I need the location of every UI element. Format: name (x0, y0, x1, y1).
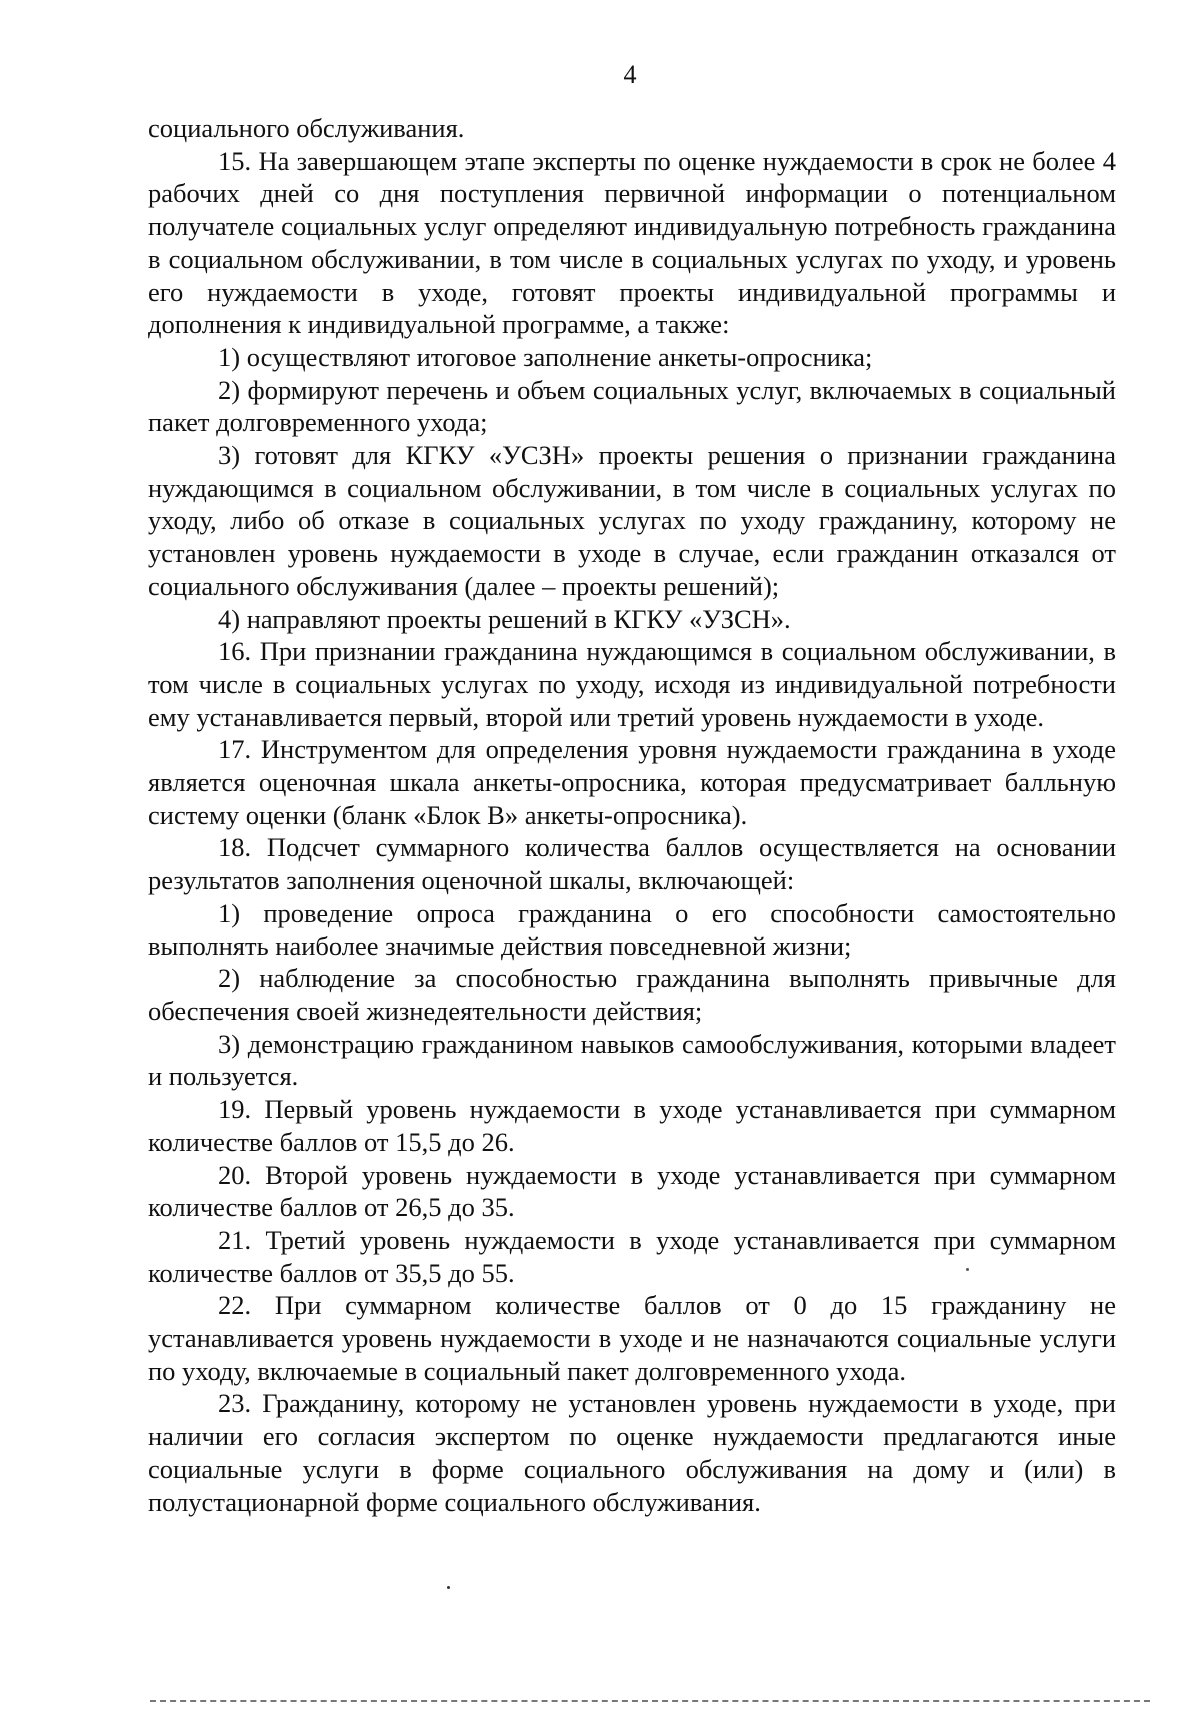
paragraph: 3) демонстрацию гражданином навыков самообслуживания, которыми владеет и пользуется. (148, 1028, 1116, 1092)
paragraph: 18. Подсчет суммарного количества баллов осуществляется на основании результатов заполнения оценочной шкалы, включающей: (148, 832, 1116, 896)
paragraph: 1) проведение опроса гражданина о его способности самостоятельно выполнять наиболее значимые действия повседневной жизни; (148, 897, 1116, 961)
page-number: 4 (623, 60, 637, 89)
paragraph: 17. Инструментом для определения уровня нуждаемости гражданина в уходе является оценочная шкала анкеты-опросника, которая предусматривает балльную систему оценки (бланк «Блок В» анкеты-опросника). (148, 734, 1116, 830)
scan-artifact (966, 1268, 969, 1271)
scan-edge-line (150, 1700, 1150, 1702)
paragraph: 21. Третий уровень нуждаемости в уходе устанавливается при суммарном количестве баллов от 35,5 до 55. (148, 1224, 1116, 1288)
paragraph: 15. На завершающем этапе эксперты по оценке нуждаемости в срок не более 4 рабочих дней со дня поступления первичной информации о потенциальном получателе социальных услуг определяют индивидуальную потребность гражданина в социальном обслуживании, в том числе в социальных услугах по уходу, и уровень его нуждаемости в уходе, готовят проекты индивидуальной программы и дополнения к индивидуальной программе, а также: (148, 145, 1116, 340)
paragraph: 20. Второй уровень нуждаемости в уходе устанавливается при суммарном количестве баллов от 26,5 до 35. (148, 1159, 1116, 1223)
paragraph: 16. При признании гражданина нуждающимся в социальном обслуживании, в том числе в социальных услугах по уходу, исходя из индивидуальной потребности ему устанавливается первый, второй или третий уровень нуждаемости в уходе. (148, 636, 1116, 732)
scan-artifact (447, 1586, 450, 1589)
paragraph: социального обслуживания. (148, 113, 465, 143)
paragraph: 2) наблюдение за способностью гражданина выполнять привычные для обеспечения своей жизнедеятельности действия; (148, 963, 1116, 1026)
paragraph: 22. При суммарном количестве баллов от 0 до 15 гражданину не устанавливается уровень нуждаемости в уходе и не назначаются социальные услуги по уходу, включаемые в социальный пакет долговременного ухода. (148, 1290, 1116, 1386)
paragraph: 23. Гражданину, которому не установлен уровень нуждаемости в уходе, при наличии его согласия экспертом по оценке нуждаемости предлагаются иные социальные услуги в форме социального обслуживания на дому и (или) в полустационарной форме социального обслуживания. (148, 1388, 1116, 1517)
paragraph: 1) осуществляют итоговое заполнение анкеты-опросника; (218, 341, 873, 372)
paragraph: 19. Первый уровень нуждаемости в уходе устанавливается при суммарном количестве баллов от 15,5 до 26. (148, 1094, 1116, 1157)
paragraph: 3) готовят для КГКУ «УСЗН» проекты решения о признании гражданина нуждающимся в социальном обслуживании, в том числе в социальных услугах по уходу, либо об отказе в социальных услугах по уходу гражданину, которому не установлен уровень нуждаемости в уходе в случае, если гражданин отказался от социального обслуживания (далее – проекты решений); (148, 440, 1116, 601)
paragraph: 4) направляют проекты решений в КГКУ «УЗСН». (218, 603, 791, 634)
document-body (148, 112, 1116, 1518)
paragraph: 2) формируют перечень и объем социальных услуг, включаемых в социальный пакет долговременного ухода; (148, 374, 1116, 438)
